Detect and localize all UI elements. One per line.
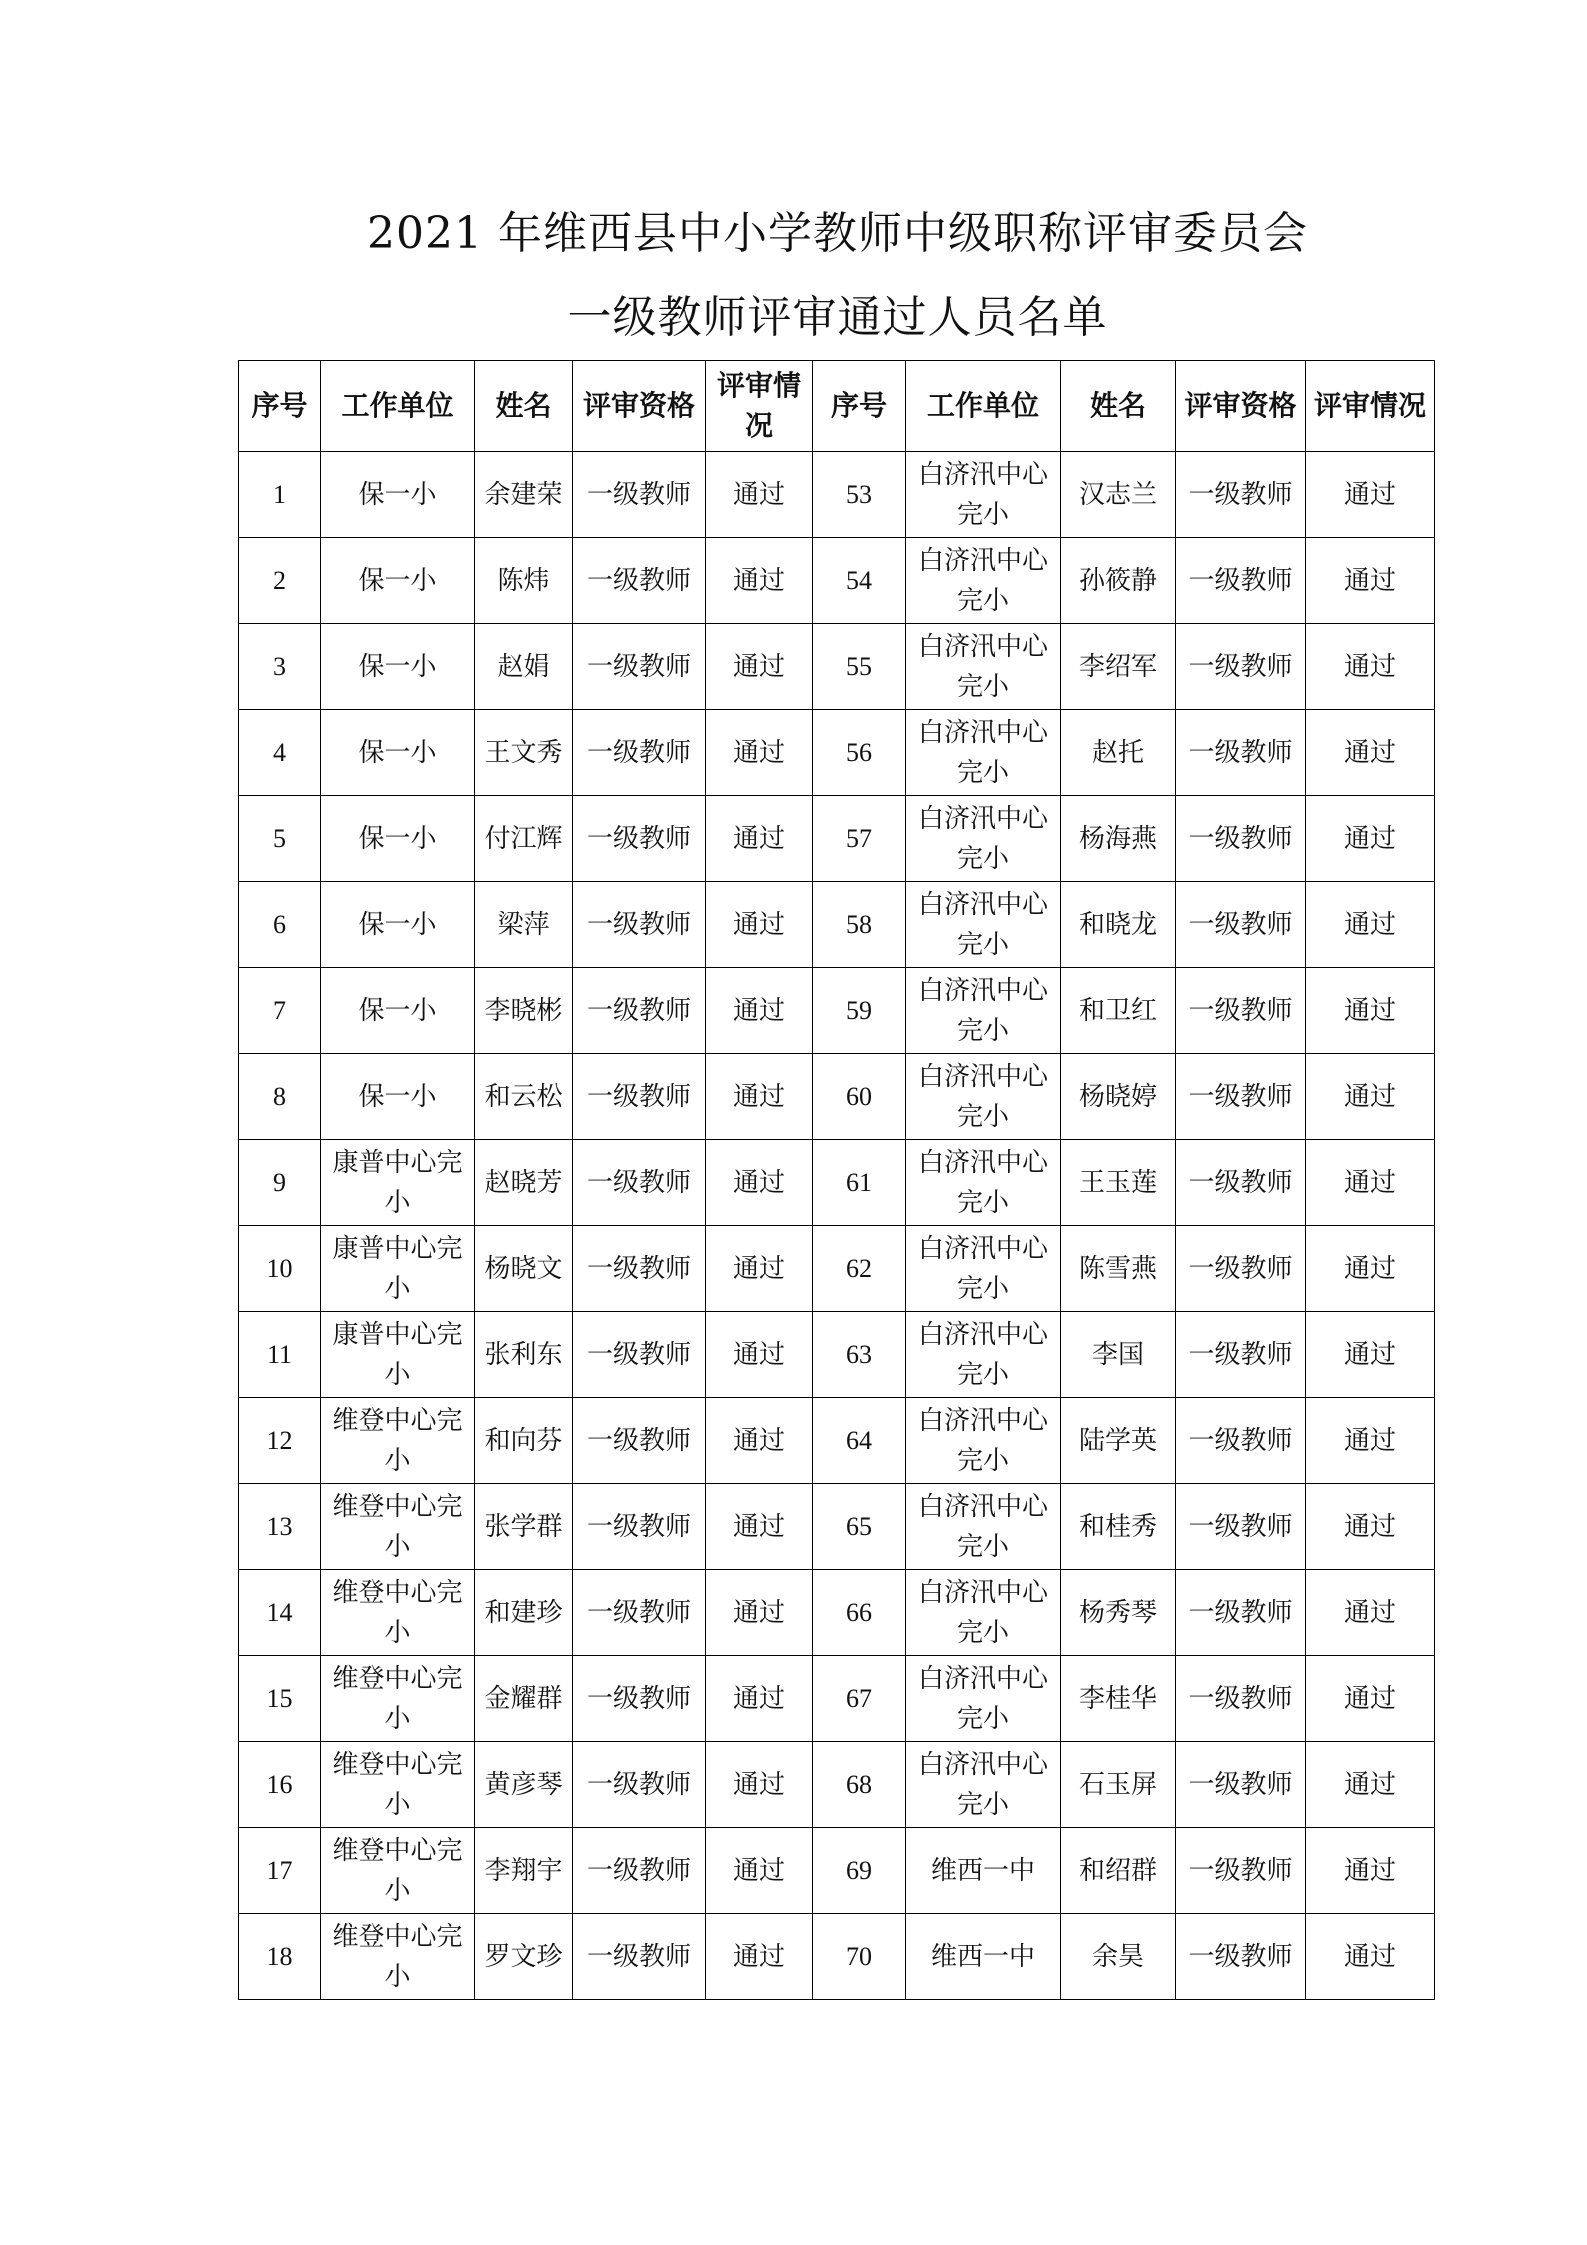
result-cell: 通过 [1306,1312,1435,1398]
name-cell: 和向芬 [475,1398,573,1484]
result-cell: 通过 [1306,710,1435,796]
qualification-cell: 一级教师 [1176,1484,1306,1570]
qualification-cell: 一级教师 [573,1656,706,1742]
unit-cell: 维登中心完小 [321,1398,475,1484]
seq-cell: 61 [813,1140,906,1226]
name-cell: 罗文珍 [475,1914,573,2000]
table-row [239,1570,1435,1656]
seq-cell: 12 [239,1398,321,1484]
result-cell: 通过 [706,1828,813,1914]
unit-cell: 保一小 [321,1054,475,1140]
result-cell: 通过 [706,968,813,1054]
name-cell: 杨晓文 [475,1226,573,1312]
unit-cell: 维登中心完小 [321,1914,475,2000]
seq-cell: 2 [239,538,321,624]
seq-cell: 6 [239,882,321,968]
result-cell: 通过 [706,1742,813,1828]
name-cell: 李绍军 [1061,624,1176,710]
seq-cell: 18 [239,1914,321,2000]
seq-cell: 64 [813,1398,906,1484]
result-cell: 通过 [1306,1054,1435,1140]
seq-cell: 16 [239,1742,321,1828]
qualification-cell: 一级教师 [1176,538,1306,624]
col-seq-header: 序号 [239,361,321,452]
result-cell: 通过 [706,1484,813,1570]
table-row [239,882,1435,968]
table-row [239,1484,1435,1570]
name-cell: 余建荣 [475,452,573,538]
result-cell: 通过 [706,1656,813,1742]
unit-cell: 保一小 [321,624,475,710]
name-cell: 石玉屏 [1061,1742,1176,1828]
name-cell: 王玉莲 [1061,1140,1176,1226]
unit-cell: 维登中心完小 [321,1656,475,1742]
qualification-cell: 一级教师 [1176,624,1306,710]
unit-cell: 维西一中 [906,1914,1061,2000]
qualification-cell: 一级教师 [573,968,706,1054]
name-cell: 梁萍 [475,882,573,968]
table-header-row [239,361,1435,452]
qualification-cell: 一级教师 [1176,796,1306,882]
unit-cell: 白济汛中心完小 [906,1312,1061,1398]
result-cell: 通过 [1306,1742,1435,1828]
result-cell: 通过 [706,1914,813,2000]
table-row [239,1140,1435,1226]
name-cell: 金耀群 [475,1656,573,1742]
unit-cell: 保一小 [321,452,475,538]
seq-cell: 63 [813,1312,906,1398]
name-cell: 和晓龙 [1061,882,1176,968]
seq-cell: 5 [239,796,321,882]
qualification-cell: 一级教师 [573,1312,706,1398]
qualification-cell: 一级教师 [1176,1742,1306,1828]
unit-cell: 白济汛中心完小 [906,1656,1061,1742]
unit-cell: 维登中心完小 [321,1742,475,1828]
name-cell: 黄彦琴 [475,1742,573,1828]
unit-cell: 保一小 [321,710,475,796]
name-cell: 赵娟 [475,624,573,710]
table-row [239,796,1435,882]
qualification-cell: 一级教师 [1176,710,1306,796]
name-cell: 杨秀琴 [1061,1570,1176,1656]
unit-cell: 保一小 [321,882,475,968]
seq-cell: 10 [239,1226,321,1312]
qualification-cell: 一级教师 [1176,1226,1306,1312]
qualification-cell: 一级教师 [1176,452,1306,538]
seq-cell: 67 [813,1656,906,1742]
qualification-cell: 一级教师 [1176,1914,1306,2000]
table-row [239,1828,1435,1914]
unit-cell: 白济汛中心完小 [906,1054,1061,1140]
seq-cell: 66 [813,1570,906,1656]
seq-cell: 60 [813,1054,906,1140]
seq-cell: 65 [813,1484,906,1570]
table-row [239,452,1435,538]
seq-cell: 57 [813,796,906,882]
qualification-cell: 一级教师 [573,1570,706,1656]
seq-cell: 13 [239,1484,321,1570]
name-cell: 李晓彬 [475,968,573,1054]
unit-cell: 维西一中 [906,1828,1061,1914]
unit-cell: 维登中心完小 [321,1828,475,1914]
result-cell: 通过 [1306,1484,1435,1570]
name-cell: 汉志兰 [1061,452,1176,538]
seq-cell: 69 [813,1828,906,1914]
col-unit-header: 工作单位 [321,361,475,452]
table-row [239,624,1435,710]
name-cell: 张学群 [475,1484,573,1570]
table-row [239,1742,1435,1828]
table-row [239,1914,1435,2000]
result-cell: 通过 [1306,1914,1435,2000]
name-cell: 付江辉 [475,796,573,882]
qualification-cell: 一级教师 [573,796,706,882]
qualification-cell: 一级教师 [1176,1140,1306,1226]
col-unit-header-right: 工作单位 [906,361,1061,452]
result-cell: 通过 [706,1226,813,1312]
unit-cell: 白济汛中心完小 [906,710,1061,796]
name-cell: 杨海燕 [1061,796,1176,882]
seq-cell: 4 [239,710,321,796]
result-cell: 通过 [1306,538,1435,624]
result-cell: 通过 [1306,624,1435,710]
name-cell: 余昊 [1061,1914,1176,2000]
qualification-cell: 一级教师 [573,1484,706,1570]
seq-cell: 55 [813,624,906,710]
unit-cell: 维登中心完小 [321,1484,475,1570]
name-cell: 孙筱静 [1061,538,1176,624]
unit-cell: 白济汛中心完小 [906,1140,1061,1226]
name-cell: 张利东 [475,1312,573,1398]
result-cell: 通过 [706,796,813,882]
result-cell: 通过 [1306,1570,1435,1656]
qualification-cell: 一级教师 [1176,1656,1306,1742]
table-row [239,1226,1435,1312]
table-body [239,452,1435,2000]
unit-cell: 保一小 [321,538,475,624]
table-row [239,1398,1435,1484]
unit-cell: 保一小 [321,968,475,1054]
result-cell: 通过 [706,538,813,624]
result-cell: 通过 [706,1140,813,1226]
seq-cell: 68 [813,1742,906,1828]
name-cell: 和建珍 [475,1570,573,1656]
name-cell: 陈雪燕 [1061,1226,1176,1312]
qualification-cell: 一级教师 [573,538,706,624]
name-cell: 李桂华 [1061,1656,1176,1742]
result-cell: 通过 [1306,1656,1435,1742]
unit-cell: 保一小 [321,796,475,882]
unit-cell: 白济汛中心完小 [906,624,1061,710]
unit-cell: 康普中心完小 [321,1312,475,1398]
result-cell: 通过 [706,1054,813,1140]
unit-cell: 白济汛中心完小 [906,1570,1061,1656]
qualification-cell: 一级教师 [1176,1312,1306,1398]
seq-cell: 1 [239,452,321,538]
qualification-cell: 一级教师 [573,710,706,796]
document-title-line-1: 2021 年维西县中小学教师中级职称评审委员会 [367,208,1308,259]
qualification-cell: 一级教师 [573,882,706,968]
result-cell: 通过 [706,710,813,796]
document-title-line-2: 一级教师评审通过人员名单 [567,292,1108,343]
seq-cell: 58 [813,882,906,968]
seq-cell: 14 [239,1570,321,1656]
qualification-cell: 一级教师 [573,1140,706,1226]
qualification-cell: 一级教师 [1176,882,1306,968]
col-seq-header-right: 序号 [813,361,906,452]
unit-cell: 康普中心完小 [321,1140,475,1226]
col-result-header: 评审情况 [706,361,813,452]
table-row [239,710,1435,796]
unit-cell: 白济汛中心完小 [906,968,1061,1054]
unit-cell: 白济汛中心完小 [906,1398,1061,1484]
qualification-cell: 一级教师 [573,452,706,538]
seq-cell: 11 [239,1312,321,1398]
qualification-cell: 一级教师 [573,624,706,710]
result-cell: 通过 [1306,1398,1435,1484]
unit-cell: 白济汛中心完小 [906,796,1061,882]
result-cell: 通过 [1306,1140,1435,1226]
result-cell: 通过 [1306,1828,1435,1914]
unit-cell: 白济汛中心完小 [906,882,1061,968]
result-cell: 通过 [706,452,813,538]
col-name-header: 姓名 [475,361,573,452]
col-qualification-header-right: 评审资格 [1176,361,1306,452]
table-row [239,538,1435,624]
seq-cell: 59 [813,968,906,1054]
roster-table [238,360,1435,2000]
seq-cell: 3 [239,624,321,710]
name-cell: 李国 [1061,1312,1176,1398]
seq-cell: 7 [239,968,321,1054]
result-cell: 通过 [1306,1226,1435,1312]
seq-cell: 53 [813,452,906,538]
name-cell: 和绍群 [1061,1828,1176,1914]
unit-cell: 康普中心完小 [321,1226,475,1312]
qualification-cell: 一级教师 [1176,1828,1306,1914]
result-cell: 通过 [706,1312,813,1398]
qualification-cell: 一级教师 [573,1054,706,1140]
seq-cell: 17 [239,1828,321,1914]
table-row [239,1312,1435,1398]
unit-cell: 白济汛中心完小 [906,1742,1061,1828]
seq-cell: 8 [239,1054,321,1140]
qualification-cell: 一级教师 [573,1914,706,2000]
result-cell: 通过 [1306,882,1435,968]
qualification-cell: 一级教师 [573,1226,706,1312]
name-cell: 赵晓芳 [475,1140,573,1226]
qualification-cell: 一级教师 [1176,1054,1306,1140]
qualification-cell: 一级教师 [573,1398,706,1484]
result-cell: 通过 [706,624,813,710]
name-cell: 和桂秀 [1061,1484,1176,1570]
result-cell: 通过 [706,1570,813,1656]
name-cell: 陈炜 [475,538,573,624]
table-row [239,1656,1435,1742]
name-cell: 和卫红 [1061,968,1176,1054]
unit-cell: 白济汛中心完小 [906,538,1061,624]
seq-cell: 54 [813,538,906,624]
qualification-cell: 一级教师 [1176,968,1306,1054]
seq-cell: 56 [813,710,906,796]
unit-cell: 维登中心完小 [321,1570,475,1656]
col-name-header-right: 姓名 [1061,361,1176,452]
name-cell: 赵托 [1061,710,1176,796]
table-row [239,1054,1435,1140]
col-qualification-header: 评审资格 [573,361,706,452]
seq-cell: 62 [813,1226,906,1312]
seq-cell: 9 [239,1140,321,1226]
unit-cell: 白济汛中心完小 [906,1226,1061,1312]
result-cell: 通过 [1306,796,1435,882]
unit-cell: 白济汛中心完小 [906,452,1061,538]
qualification-cell: 一级教师 [573,1828,706,1914]
name-cell: 陆学英 [1061,1398,1176,1484]
unit-cell: 白济汛中心完小 [906,1484,1061,1570]
result-cell: 通过 [1306,968,1435,1054]
seq-cell: 15 [239,1656,321,1742]
seq-cell: 70 [813,1914,906,2000]
qualification-cell: 一级教师 [1176,1398,1306,1484]
result-cell: 通过 [706,882,813,968]
table-row [239,968,1435,1054]
qualification-cell: 一级教师 [1176,1570,1306,1656]
col-result-header-right: 评审情况 [1306,361,1435,452]
name-cell: 杨晓婷 [1061,1054,1176,1140]
qualification-cell: 一级教师 [573,1742,706,1828]
result-cell: 通过 [706,1398,813,1484]
result-cell: 通过 [1306,452,1435,538]
name-cell: 和云松 [475,1054,573,1140]
name-cell: 王文秀 [475,710,573,796]
name-cell: 李翔宇 [475,1828,573,1914]
